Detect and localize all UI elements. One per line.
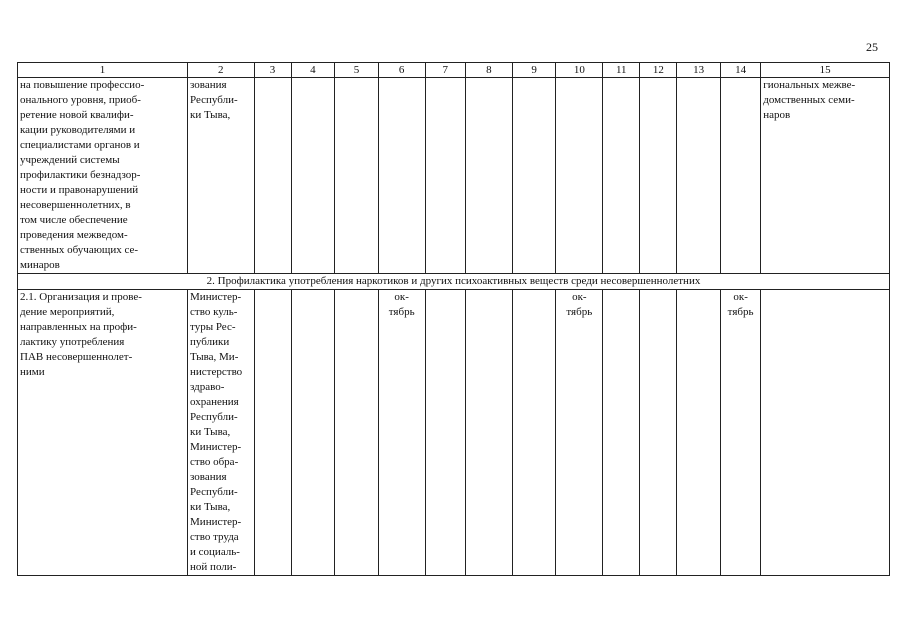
column-number: 12	[640, 63, 677, 78]
executor-cell: зования Республи- ки Тыва,	[188, 78, 254, 274]
column-number: 2	[188, 63, 254, 78]
table-row-2-1	[18, 290, 890, 576]
column-number: 8	[465, 63, 512, 78]
column-number: 10	[556, 63, 603, 78]
column-number: 15	[761, 63, 890, 78]
column-number: 5	[335, 63, 379, 78]
empty-cell	[335, 290, 379, 576]
deadline-cell: ок- тябрь	[378, 290, 425, 576]
empty-cell	[640, 78, 677, 274]
empty-cell	[720, 78, 760, 274]
plan-table	[17, 62, 890, 576]
empty-cell	[465, 78, 512, 274]
section-row	[18, 274, 890, 290]
empty-cell	[512, 78, 556, 274]
table-row-continued	[18, 78, 890, 274]
empty-cell	[335, 78, 379, 274]
column-number: 11	[603, 63, 640, 78]
column-number: 1	[18, 63, 188, 78]
empty-cell	[603, 290, 640, 576]
column-number: 14	[720, 63, 760, 78]
empty-cell	[603, 78, 640, 274]
deadline-cell: ок- тябрь	[556, 290, 603, 576]
column-number: 7	[425, 63, 465, 78]
empty-cell	[556, 78, 603, 274]
page-number: 25	[866, 40, 878, 54]
empty-cell	[254, 290, 291, 576]
activity-cell: 2.1. Организация и прове- дение мероприятий, направленных на профи- лактику употребления ПАВ несовершеннолет- ними	[18, 290, 188, 576]
column-number: 4	[291, 63, 335, 78]
empty-cell	[425, 78, 465, 274]
column-number: 13	[677, 63, 721, 78]
section-title: 2. Профилактика употребления наркотиков и других психоактивных веществ среди несовершеннолетних	[18, 274, 890, 290]
empty-cell	[378, 78, 425, 274]
empty-cell	[465, 290, 512, 576]
column-number-row	[18, 63, 890, 78]
column-number: 9	[512, 63, 556, 78]
empty-cell	[512, 290, 556, 576]
empty-cell	[761, 290, 890, 576]
empty-cell	[291, 78, 335, 274]
activity-cell: на повышение профессио- онального уровня, приоб- ретение новой квалифи- кации руководителями и специалистами органов и учреждений системы профилактики безнадзор- ности и правонарушений несовершеннолетних, в том числе обеспечение проведения межведом- ственных обучающих се- минаров	[18, 78, 188, 274]
empty-cell	[640, 290, 677, 576]
result-cell: гиональных межве- домственных семи- наров	[761, 78, 890, 274]
empty-cell	[425, 290, 465, 576]
deadline-cell: ок- тябрь	[720, 290, 760, 576]
empty-cell	[254, 78, 291, 274]
empty-cell	[677, 290, 721, 576]
column-number: 3	[254, 63, 291, 78]
empty-cell	[291, 290, 335, 576]
executor-cell: Министер- ство куль- туры Рес- публики Тыва, Ми- нистерство здраво- охранения Республи- ки Тыва, Министер- ство обра- зования Республи- ки Тыва, Министер- ство труда и социаль- ной поли-	[188, 290, 254, 576]
empty-cell	[677, 78, 721, 274]
column-number: 6	[378, 63, 425, 78]
